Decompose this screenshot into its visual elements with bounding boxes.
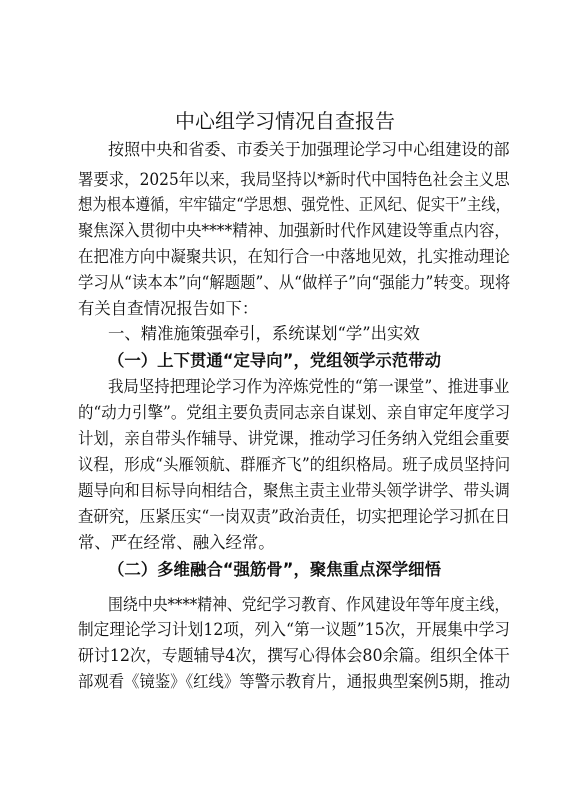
section-heading: 一、精准施策强牵引，系统谋划“学”出实效 bbox=[108, 324, 420, 343]
document-title: 中心组学习情况自查报告 bbox=[175, 109, 395, 133]
sub2-line-4: 部观看《镜鉴》《红线》等警示教育片，通报典型案例5期，推动 bbox=[78, 672, 511, 691]
intro-line-5: 在把准方向中凝聚共识，在知行合一中落地见效，扎实推动理论 bbox=[78, 247, 510, 266]
intro-line-4: 聚焦深入贯彻中央****精神、加强新时代作风建设等重点内容， bbox=[78, 221, 510, 240]
intro-line-3: 想为根本遵循，牢牢锚定“学思想、强党性、正风纪、促实干”主线， bbox=[78, 195, 511, 214]
sub2-line-1: 围绕中央****精神、党纪学习教育、作风建设年等年度主线， bbox=[108, 595, 510, 614]
intro-line-7: 有关自查情况报告如下： bbox=[78, 299, 259, 318]
intro-line-1: 按照中央和省委、市委关于加强理论学习中心组建设的部 bbox=[108, 140, 510, 159]
sub1-line-4: 议程，形成“头雁领航、群雁齐飞”的组织格局。班子成员坚持问 bbox=[78, 455, 511, 474]
sub1-line-7: 常、严在经常、融入经常。 bbox=[78, 533, 275, 552]
sub2-line-2: 制定理论学习计划12项，列入“第一议题”15次，开展集中学习 bbox=[78, 620, 510, 639]
sub1-line-1: 我局坚持把理论学习作为淬炼党性的“第一课堂”、推进事业 bbox=[108, 377, 510, 396]
sub1-line-6: 查研究，压紧压实“一岗双责”政治责任，切实把理论学习抓在日 bbox=[78, 507, 511, 526]
sub2-line-3: 研讨12次，专题辅导4次，撰写心得体会80余篇。组织全体干 bbox=[78, 646, 510, 665]
intro-line-2: 署要求，2025年以来，我局坚持以*新时代中国特色社会主义思 bbox=[78, 170, 510, 189]
sub1-line-3: 计划，亲自带头作辅导、讲党课，推动学习任务纳入党组会重要 bbox=[78, 429, 510, 448]
sub1-line-2: 的“动力引擎”。党组主要负责同志亲自谋划、亲自审定年度学习 bbox=[78, 403, 511, 422]
subsection-heading: （二）多维融合“强筋骨”，聚焦重点深学细悟 bbox=[108, 560, 441, 579]
sub1-line-5: 题导向和目标导向相结合，聚焦主责主业带头领学讲学、带头调 bbox=[78, 481, 510, 500]
subsection-heading: （一）上下贯通“定导向”，党组领学示范带动 bbox=[108, 351, 441, 370]
intro-line-6: 学习从“读本本”向“解题题”、从“做样子”向“强能力”转变。现将 bbox=[78, 273, 511, 292]
